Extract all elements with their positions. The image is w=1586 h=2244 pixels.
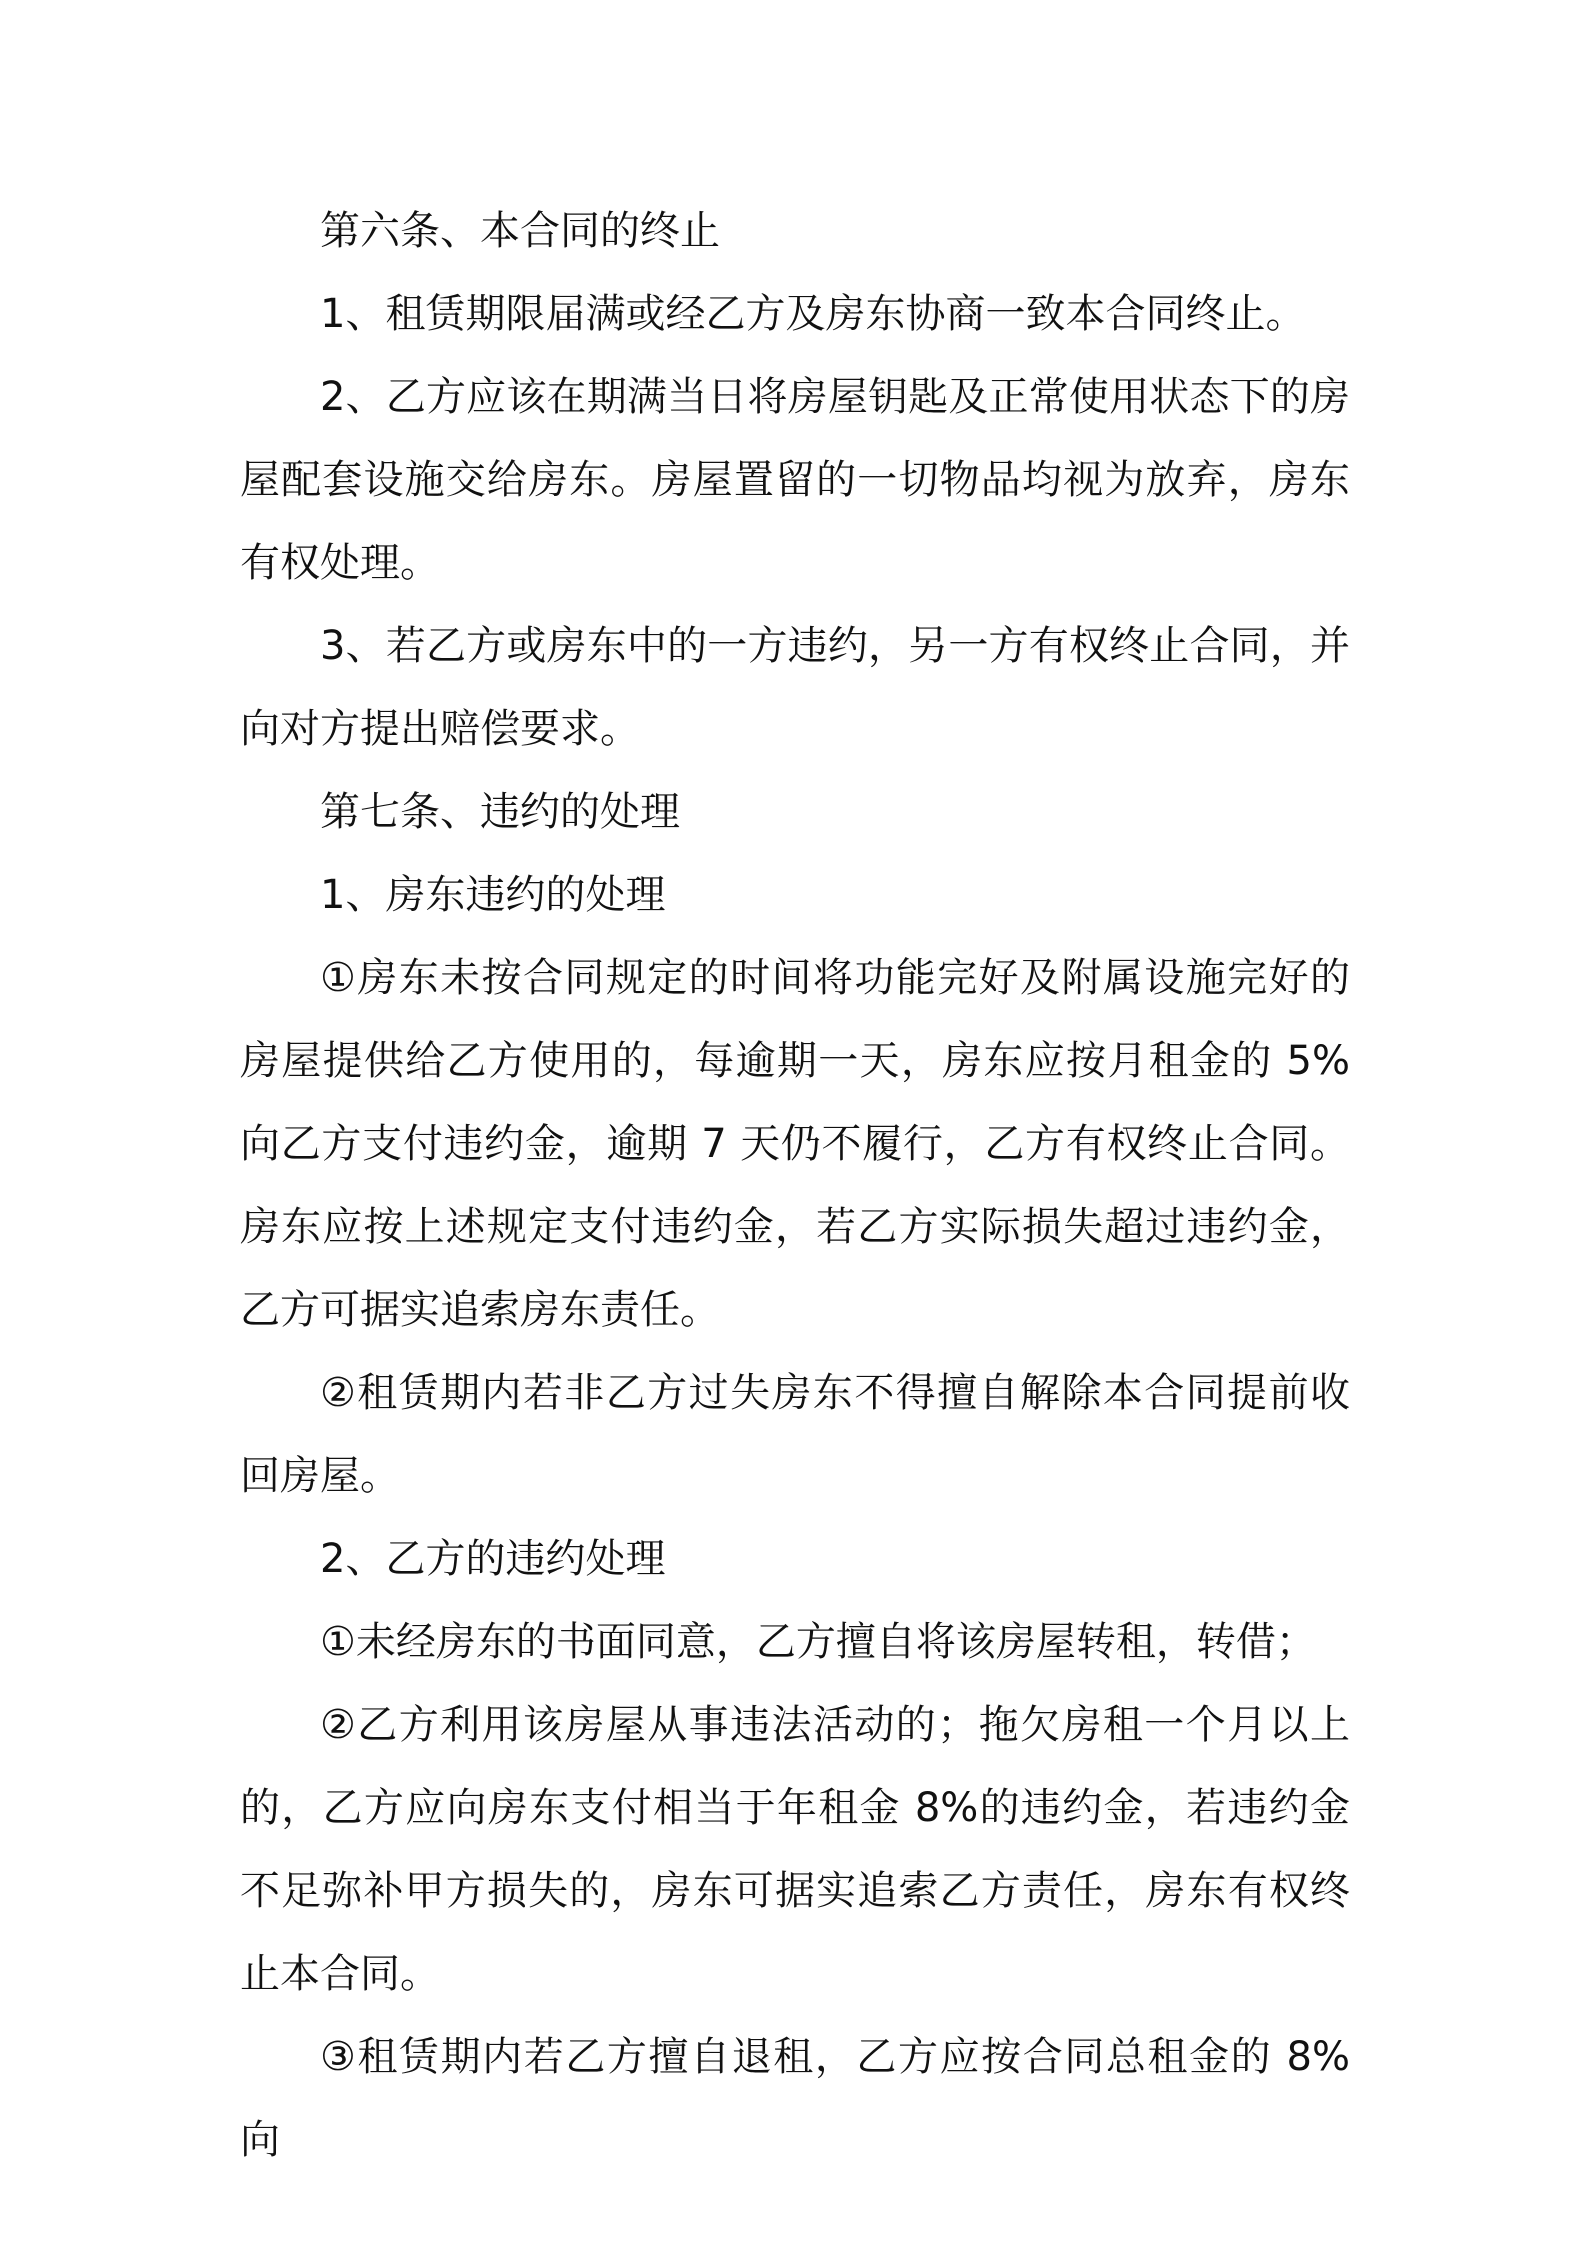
clause-6-1: 1、租赁期限届满或经乙方及房东协商一致本合同终止。: [320, 291, 1306, 337]
clause-7-2-title: 2、乙方的违约处理: [320, 1536, 666, 1582]
clause-7-1-item-2: ②租赁期内若非乙方过失房东不得擅自解除本合同提前收回房屋。: [240, 1370, 1350, 1499]
clause-7-2-item-1: ①未经房东的书面同意，乙方擅自将该房屋转租，转借；: [320, 1619, 1316, 1665]
clause-7-2-item-3: ③租赁期内若乙方擅自退租，乙方应按合同总租金的 8%向: [240, 2034, 1350, 2163]
clause-7-1-item-1: ①房东未按合同规定的时间将功能完好及附属设施完好的房屋提供给乙方使用的，每逾期一天，房东应按月租金的 5%向乙方支付违约金，逾期 7 天仍不履行，乙方有权终止合同。房东应按上述规定支付违约金，若乙方实际损失超过违约金，乙方可据实追索房东责任。: [240, 955, 1350, 1333]
heading-article-6: 第六条、本合同的终止: [320, 208, 720, 254]
clause-6-2: 2、乙方应该在期满当日将房屋钥匙及正常使用状态下的房屋配套设施交给房东。房屋置留的一切物品均视为放弃，房东有权处理。: [240, 374, 1350, 586]
document-page: [240, 190, 1350, 2182]
clause-6-3: 3、若乙方或房东中的一方违约，另一方有权终止合同，并向对方提出赔偿要求。: [240, 623, 1350, 752]
clause-7-1-title: 1、房东违约的处理: [320, 872, 666, 918]
clause-7-2-item-2: ②乙方利用该房屋从事违法活动的；拖欠房租一个月以上的，乙方应向房东支付相当于年租金 8%的违约金，若违约金不足弥补甲方损失的，房东可据实追索乙方责任，房东有权终止本合同。: [240, 1702, 1350, 1997]
heading-article-7: 第七条、违约的处理: [320, 789, 680, 835]
